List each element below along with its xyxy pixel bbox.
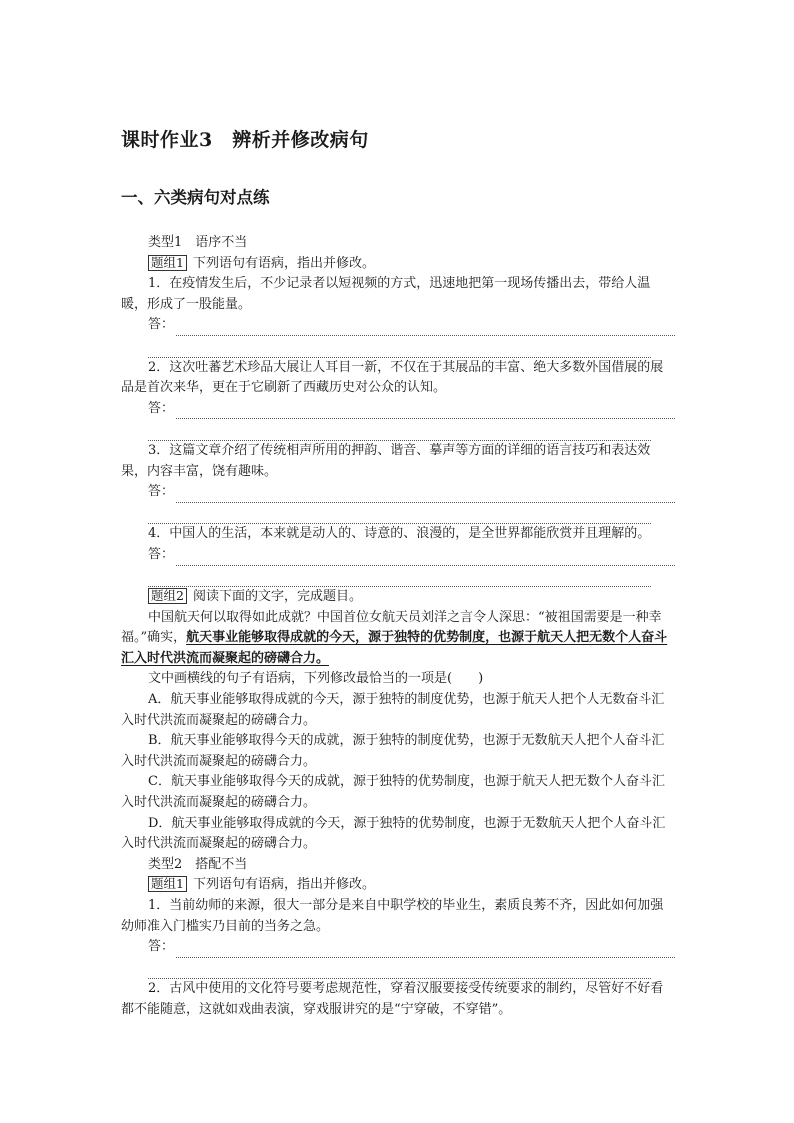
question-2: 2．古风中使用的文化符号要考虑规范性，穿着汉服要接受传统要求的制约，尽管好不好看都不能随意，这就如戏曲表演，穿戏服讲究的是“宁穿破，不穿错”。 bbox=[121, 981, 664, 1017]
question-1: 1．当前幼师的来源，很大一部分是来自中职学校的毕业生，素质良莠不齐，因此如何加强幼师准入门槛实乃目前的当务之急。 bbox=[121, 898, 664, 934]
question-4: 4．中国人的生活，本来就是动人的、诗意的、浪漫的，是全世界都能欣赏并且理解的。 bbox=[148, 526, 651, 542]
answer-line[interactable]: 答： bbox=[121, 545, 675, 566]
group-instruction: 题组1 下列语句有语病，指出并修改。 bbox=[121, 875, 675, 896]
question-3: 3．这篇文章介绍了传统相声所用的押韵、谐音、摹声等方面的详细的语言技巧和表达效果，内容丰富，饶有趣味。 bbox=[121, 442, 651, 479]
group-instruction: 题组1 下列语句有语病，指出并修改。 bbox=[121, 254, 675, 275]
answer-line[interactable] bbox=[148, 336, 651, 358]
question-1: 1．在疫情发生后，不少记录者以短视频的方式，迅速地把第一现场传播出去，带给人温暖，形成了一股能量。 bbox=[121, 276, 651, 312]
reading-passage: 中国航天何以取得如此成就？中国首位女航天员刘洋之言令人深思：“被祖国需要是一种幸福。”确实，航天事业能够取得成就的今天，源于独特的优势制度，也源于航天人把无数个人奋斗汇入时代洪流而凝聚起的磅礴合力。 bbox=[121, 609, 668, 666]
group-tag: 题组2 bbox=[148, 588, 187, 604]
answer-line[interactable]: 答： bbox=[121, 937, 675, 958]
type-heading: 类型2 搭配不当 bbox=[148, 856, 248, 872]
underlined-sentence: 航天事业能够取得成就的今天，源于独特的优势制度，也源于航天人把无数个人奋斗汇入时代洪流而凝聚起的磅礴合力。 bbox=[121, 630, 668, 666]
section-heading: 一、六类病句对点练 bbox=[121, 188, 270, 207]
question-2: 2．这次吐蕃艺术珍品大展让人耳目一新，不仅在于其展品的丰富、绝大多数外国借展的展品是首次来华，更在于它刷新了西藏历史对公众的认知。 bbox=[121, 359, 664, 396]
answer-line[interactable] bbox=[148, 566, 651, 588]
answer-line[interactable] bbox=[148, 503, 651, 525]
document-body bbox=[121, 233, 675, 1021]
option-c[interactable]: C．航天事业能够取得今天的成就，源于独特的优势制度，也源于航天人把无数个人奋斗汇入时代洪流而凝聚起的磅礴合力。 bbox=[121, 774, 665, 811]
option-b[interactable]: B．航天事业能够取得今天的成就，源于独特的制度优势，也源于无数航天人把个人奋斗汇入时代洪流而凝聚起的磅礴合力。 bbox=[121, 733, 665, 769]
option-a[interactable]: A．航天事业能够取得成就的今天，源于独特的制度优势，也源于航天人把个人无数奋斗汇入时代洪流而凝聚起的磅礴合力。 bbox=[121, 692, 665, 728]
choice-question: 文中画横线的句子有语病，下列修改最恰当的一项是( ) bbox=[148, 671, 484, 687]
answer-line[interactable] bbox=[148, 958, 651, 980]
option-d[interactable]: D．航天事业能够取得成就的今天，源于独特的优势制度，也源于无数航天人把个人奋斗汇入时代洪流而凝聚起的磅礴合力。 bbox=[121, 815, 666, 852]
answer-line[interactable]: 答： bbox=[121, 315, 675, 336]
answer-line[interactable]: 答： bbox=[121, 399, 675, 420]
group-tag: 题组1 bbox=[148, 876, 187, 892]
group-instruction: 题组2 阅读下面的文字，完成题目。 bbox=[121, 587, 675, 608]
type-heading: 类型1 语序不当 bbox=[148, 235, 248, 250]
answer-line[interactable] bbox=[148, 419, 651, 441]
group-tag: 题组1 bbox=[148, 255, 187, 271]
answer-line[interactable]: 答： bbox=[121, 482, 675, 503]
page-title: 课时作业3 辨析并修改病句 bbox=[121, 129, 369, 151]
